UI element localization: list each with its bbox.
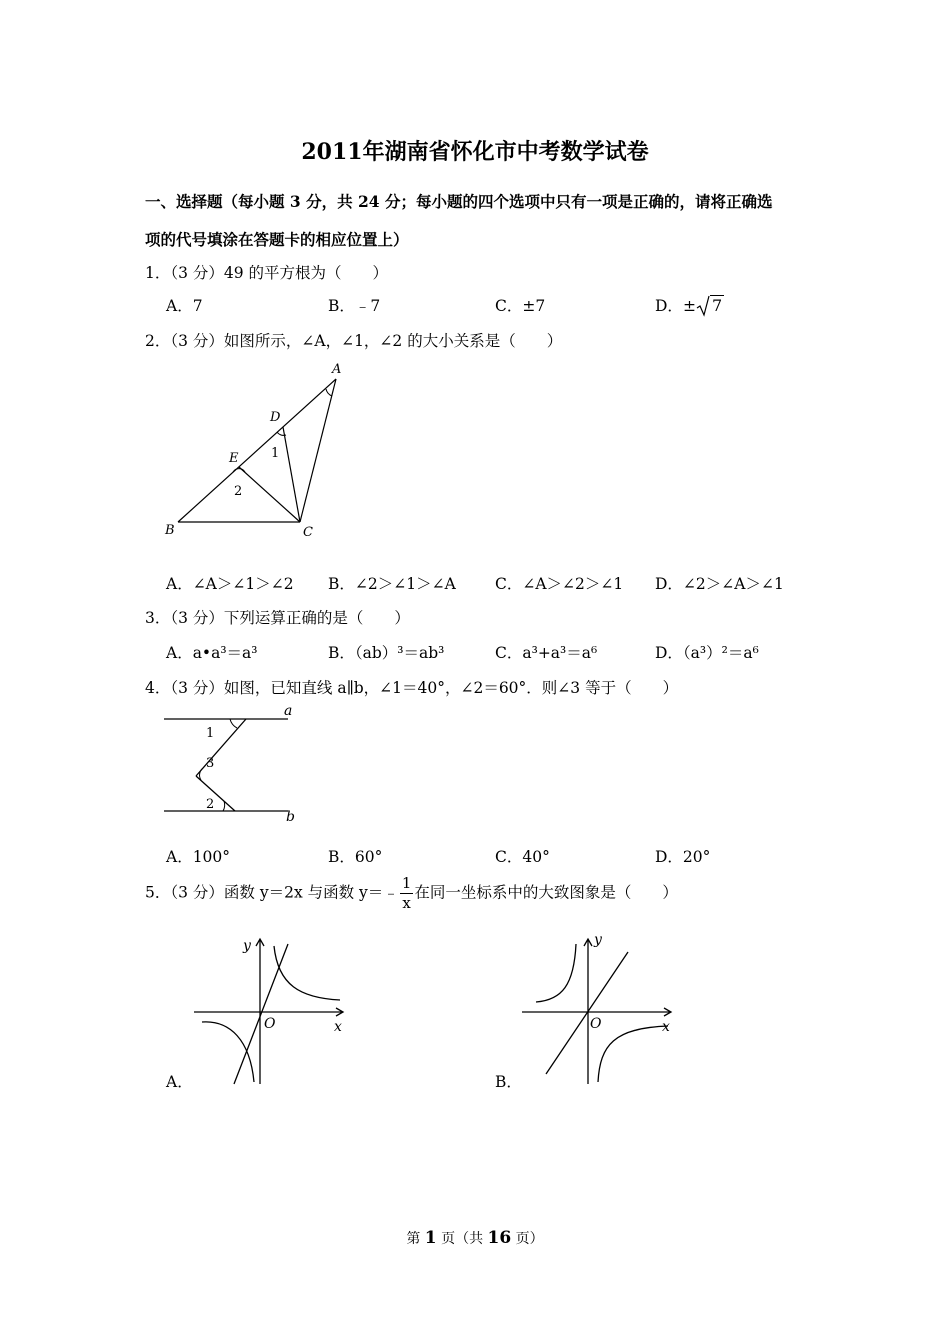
q5b-origin-label: O [590, 1016, 602, 1032]
q5b-y-label: y [594, 932, 602, 948]
q5b-x-label: x [662, 1019, 670, 1035]
q2-label-a: A [332, 362, 342, 377]
q4-label-1: 1 [206, 726, 215, 741]
q5-fraction-numerator: 1 [401, 874, 412, 892]
footer-pre: 第 [406, 1231, 425, 1247]
q1-option-d [655, 294, 724, 317]
q4-option-c: C．40° [495, 848, 550, 866]
q5-stem-after: 在同一坐标系中的大致图象是（ ） [414, 883, 678, 902]
section-heading-line2: 项的代号填涂在答题卡的相应位置上） [145, 230, 409, 249]
q5-graph-a [190, 930, 355, 1090]
q5-fraction [400, 876, 414, 911]
q1-option-c: C．±7 [495, 297, 546, 315]
q2-stem: 2．（3 分）如图所示，∠A，∠1，∠2 的大小关系是（ ） [145, 332, 563, 350]
q4-label-2: 2 [206, 797, 215, 812]
q4-option-a: A．100° [166, 848, 231, 866]
q4-stem: 4．（3 分）如图，已知直线 a∥b，∠1＝40°，∠2＝60°．则∠3 等于（ ） [145, 679, 679, 697]
q2-label-b: B [165, 523, 175, 538]
sqrt-symbol [696, 295, 724, 317]
q2-option-a: A．∠A＞∠1＞∠2 [166, 575, 294, 593]
q4-parallel-lines-figure [160, 700, 310, 828]
q4-option-d: D．20° [655, 848, 711, 866]
q4-option-b: B．60° [328, 848, 383, 866]
q3-stem: 3．（3 分）下列运算正确的是（ ） [145, 609, 410, 627]
q3-option-a: A．a•a³＝a³ [166, 644, 258, 662]
footer-post: 页） [511, 1231, 544, 1247]
q5-stem [145, 876, 678, 911]
q4-label-a: a [284, 703, 293, 719]
q1-option-b: B．﹣7 [328, 297, 381, 315]
q3-option-b: B．（ab）³＝ab³ [328, 644, 445, 662]
section-heading-line1: 一、选择题（每小题 3 分，共 24 分；每小题的四个选项中只有一项是正确的，请将正确选 [145, 192, 773, 211]
q1-option-a: A．7 [166, 297, 203, 315]
q1-option-d-label: D． [655, 297, 683, 315]
q5-stem-before: 5．（3 分）函数 y＝2x 与函数 y＝﹣ [145, 883, 399, 902]
q2-label-1: 1 [271, 446, 280, 461]
q1-stem: 1．（3 分）49 的平方根为（ ） [145, 264, 389, 282]
footer-mid: 页（共 [436, 1231, 488, 1247]
footer-page-number: 1 [424, 1228, 437, 1248]
q5a-y-label: y [243, 938, 251, 954]
q4-label-3: 3 [206, 756, 215, 771]
q5a-x-label: x [334, 1019, 342, 1035]
q3-option-c: C．a³+a³＝a⁶ [495, 644, 598, 662]
q4-label-b: b [286, 809, 295, 825]
q5-option-b: B． [495, 1073, 522, 1091]
q1-option-d-radicand: 7 [711, 296, 723, 315]
q2-label-2: 2 [234, 484, 243, 499]
page-title: 2011年湖南省怀化市中考数学试卷 [301, 139, 649, 165]
q3-option-d: D．（a³）²＝a⁶ [655, 644, 759, 662]
q5-option-a: A． [166, 1073, 193, 1091]
q2-option-c: C．∠A＞∠2＞∠1 [495, 575, 624, 593]
q5-fraction-denominator: x [402, 894, 411, 912]
q2-label-e: E [229, 451, 239, 466]
q2-triangle-figure [160, 355, 360, 545]
q2-label-c: C [303, 525, 313, 540]
q5-graph-b [518, 930, 683, 1090]
q2-option-b: B．∠2＞∠1＞∠A [328, 575, 456, 593]
radical-sign-icon [696, 295, 710, 317]
q5a-origin-label: O [264, 1016, 276, 1032]
q2-label-d: D [270, 410, 281, 425]
q2-option-d: D．∠2＞∠A＞∠1 [655, 575, 784, 593]
page-footer [0, 1228, 950, 1248]
q1-option-d-prefix: ± [682, 297, 696, 315]
footer-total-pages: 16 [487, 1228, 512, 1248]
